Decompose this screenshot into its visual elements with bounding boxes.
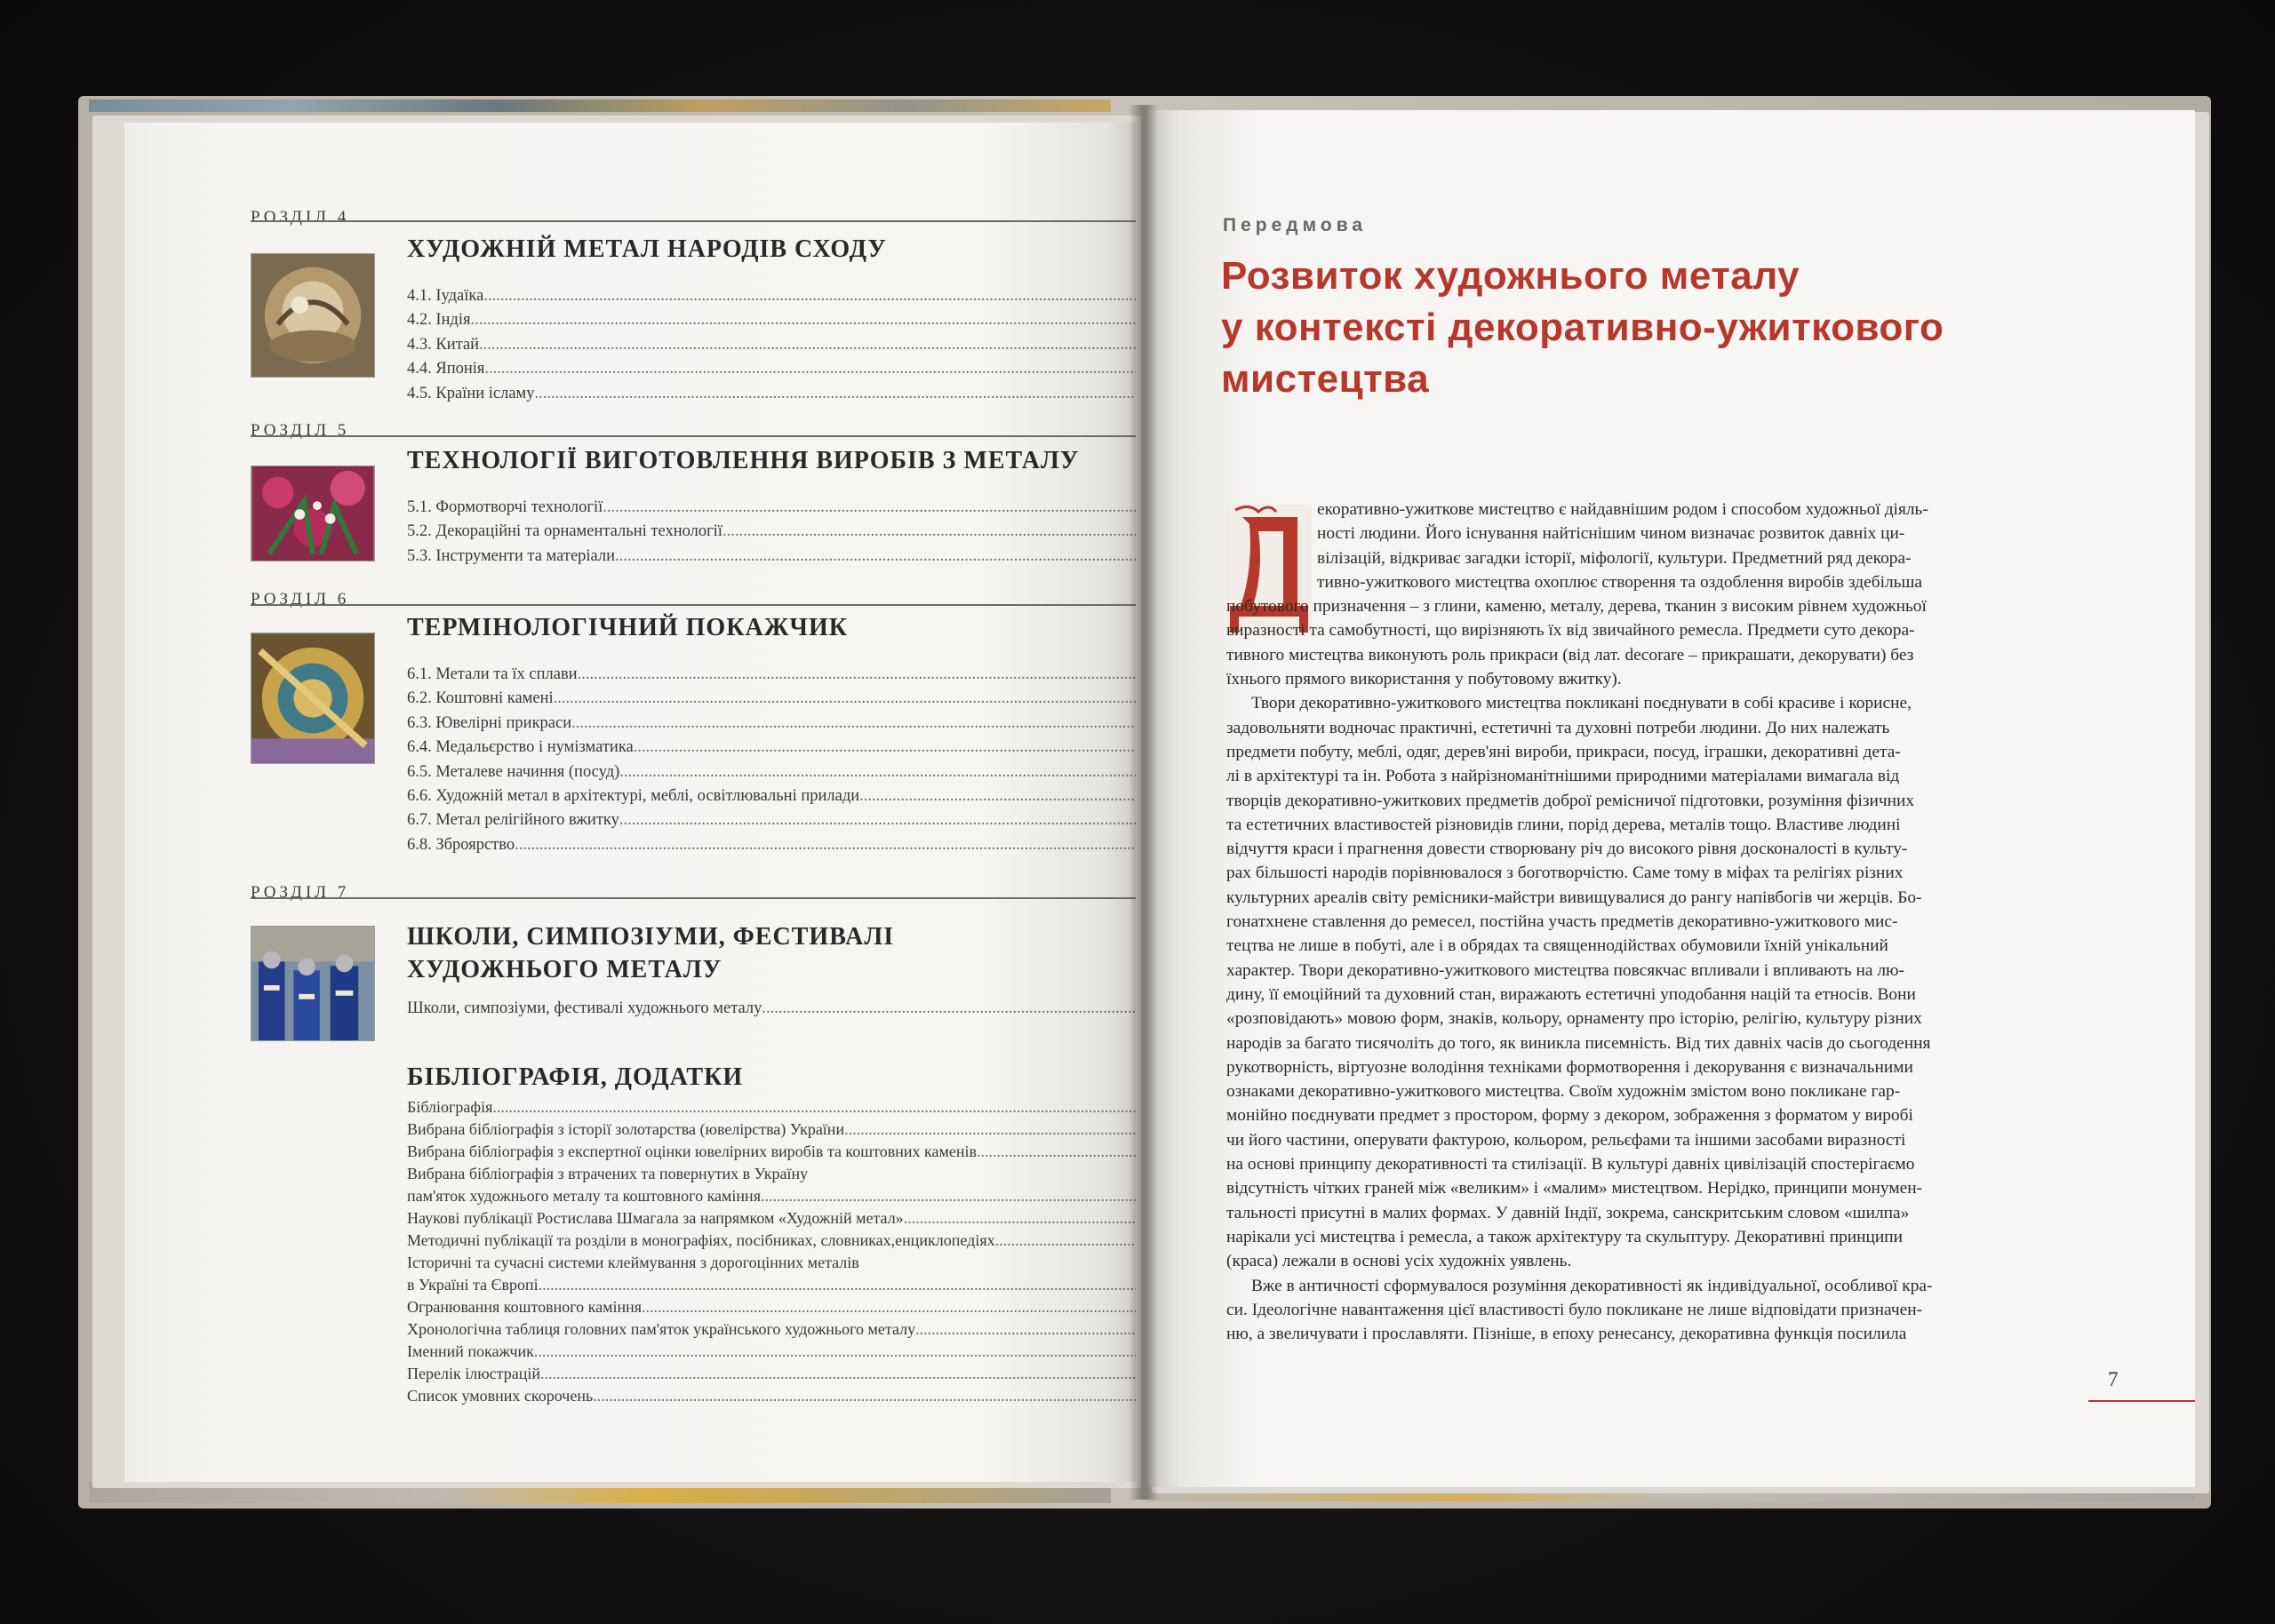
body-line: рах більшості народів порівнювалося з боготворчістю. Саме тому в міфах та релігіях різних	[1226, 864, 1904, 883]
preface-label: Передмова	[1223, 215, 1368, 235]
leader-dots	[642, 1296, 1136, 1318]
body-line: їхнього прямого використання у побутовому вжитку).	[1226, 670, 1622, 689]
toc-entry[interactable]	[407, 663, 1136, 687]
toc-entry-label: Методичні публікації та розділи в монографіях, посібниках, словниках,енциклопедіях	[407, 1231, 995, 1249]
leader-dots	[634, 736, 1136, 760]
toc-entry[interactable]	[407, 1363, 1136, 1385]
leader-dots	[915, 1318, 1136, 1341]
leader-dots	[995, 1230, 1136, 1252]
leader-dots	[484, 357, 1136, 381]
toc-entry-label: 6.3. Ювелірні прикраси	[407, 713, 572, 732]
leader-dots	[761, 1185, 1136, 1207]
leader-dots	[479, 333, 1136, 357]
toc-entry-label: 6.5. Металеве начиння (посуд)	[407, 762, 620, 781]
toc-entry-label: 5.2. Декораційні та орнаментальні технології	[407, 522, 722, 541]
section-title-line: ШКОЛИ, СИМПОЗІУМИ, ФЕСТИВАЛІ	[407, 923, 895, 951]
toc-entry[interactable]	[407, 545, 1136, 569]
toc-entry[interactable]	[407, 382, 1136, 406]
body-line: ності людини. Його існування найтіснішим чином визначає розвиток давніх ци-	[1317, 524, 1905, 544]
toc-entry[interactable]	[407, 333, 1136, 357]
headline-line: у контексті декоративно-ужиткового	[1221, 306, 1944, 349]
section-label: РОЗДІЛ 5	[251, 421, 350, 440]
body-line: Твори декоративно-ужиткового мистецтва покликані поєднувати в собі красиве і корисне,	[1251, 694, 1912, 713]
body-line: характер. Твори декоративно-ужиткового мистецтва повсякчас впливали і впливають на лю-	[1226, 960, 1904, 980]
toc-entry-label: 4.4. Японія	[407, 360, 485, 378]
toc-entry-label-first-line: Історичні та сучасні системи клеймування з дорогоцінних металів	[407, 1254, 859, 1271]
leader-dots	[762, 997, 1136, 1021]
toc-entry-label: 4.3. Китай	[407, 335, 480, 354]
toc-entry[interactable]	[407, 284, 1136, 308]
leader-dots	[515, 833, 1136, 857]
body-line: відчуття краси і прагнення довести створювану річ до високого рівня досконалості в культу-	[1226, 840, 1908, 859]
section-rule	[251, 897, 1136, 899]
toc-entry-label: Список умовних скорочень	[407, 1387, 594, 1405]
section-6-thumbnail-image	[251, 633, 375, 764]
toc-entry-label: Вибрана бібліографія з експертної оцінки ювелірних виробів та коштовних каменів	[407, 1142, 977, 1160]
section-title	[407, 920, 894, 986]
body-line: тальності присутні в малих формах. У давній Індії, зокрема, санскритським словом «шилпа»	[1226, 1203, 1910, 1222]
section-7-thumbnail-image	[251, 926, 375, 1041]
body-line: тивного мистецтва виконують роль прикраси (від лат. decorare – прикрашати, декорувати) без	[1226, 645, 1914, 665]
bibliography-entries	[407, 1096, 1136, 1407]
toc-entry[interactable]	[407, 687, 1136, 711]
toc-entry-label: 6.2. Коштовні камені	[407, 689, 554, 708]
toc-entry-label: пам'яток художнього металу та коштовного каміння	[407, 1187, 761, 1205]
toc-entry[interactable]	[407, 833, 1136, 857]
section-label: РОЗДІЛ 7	[251, 883, 350, 902]
leader-dots	[722, 520, 1136, 544]
leader-dots	[619, 808, 1136, 832]
body-line: відсутність чітких граней між «великим» і «малим» мистецтвом. Нерідко, принципи монумен-	[1226, 1179, 1923, 1198]
body-line: ознаками декоративно-ужиткового мистецтва. Своїм художнім змістом воно покликане гар-	[1226, 1082, 1901, 1102]
toc-entry-label: Школи, симпозіуми, фестивалі художнього металу	[407, 999, 762, 1017]
section-title-line: ТЕРМІНОЛОГІЧНИЙ ПОКАЖЧИК	[407, 614, 849, 641]
toc-entry[interactable]	[407, 357, 1136, 381]
page-number: 7	[2108, 1368, 2119, 1390]
cover-edge-top	[89, 100, 1111, 112]
page-number-rule	[2088, 1400, 2195, 1402]
toc-entry-label: 5.1. Формотворчі технології	[407, 498, 603, 516]
toc-entry[interactable]	[407, 496, 1136, 520]
leader-dots	[534, 1341, 1136, 1363]
body-line: ню, а звеличувати і прославляти. Пізніше, в епоху ренесансу, декоративна функція посилила	[1226, 1325, 1907, 1344]
body-line: чи його частини, оперувати фактурою, кольором, рельєфами та іншими засобами виразності	[1226, 1130, 1906, 1150]
section-label: РОЗДІЛ 6	[251, 590, 350, 609]
toc-entry-label: 6.6. Художній метал в архітектурі, меблі, освітлювальні прилади	[407, 786, 860, 805]
leader-dots	[554, 687, 1136, 711]
toc-entry[interactable]	[407, 760, 1136, 784]
section-title-line: ТЕХНОЛОГІЇ ВИГОТОВЛЕННЯ ВИРОБІВ З МЕТАЛУ	[407, 447, 1080, 474]
leader-dots	[539, 1274, 1136, 1296]
body-line: (краса) лежали в основі усіх художніх уявлень.	[1226, 1252, 1572, 1271]
left-page-contents	[124, 123, 1136, 1482]
headline-line: Розвиток художнього металу	[1221, 254, 1800, 298]
toc-entry[interactable]	[407, 784, 1136, 808]
toc-entry-label: Хронологічна таблиця головних пам'яток українського художнього металу	[407, 1320, 916, 1338]
body-line: виразності та самобутності, що вирізняють їх від звичайного ремесла. Предмети суто декора-	[1226, 621, 1915, 641]
body-line: творців декоративно-ужиткових предметів доброї ремісничої підготовки, розуміння фізичних	[1226, 791, 1915, 810]
toc-entry-label: 6.8. Зброярство	[407, 835, 515, 854]
body-line: тецтва не лише в побуті, але і в обрядах та священнодійствах обумовили їхній унікальний	[1226, 936, 1888, 956]
section-title-line: ХУДОЖНІЙ МЕТАЛ НАРОДІВ СХОДУ	[407, 235, 887, 263]
toc-entry[interactable]	[407, 997, 1136, 1021]
body-line: рукотворність, віртуозне володіння техніками формотворення і декорування є визначальними	[1226, 1057, 1913, 1077]
toc-entry[interactable]	[407, 1141, 1136, 1163]
body-line: нарікали усі мистецтва і ремесла, а також архітектуру та скульптуру. Декоративні принципи	[1226, 1227, 1904, 1246]
leader-dots	[471, 308, 1137, 332]
section-6-entries	[407, 663, 1136, 857]
toc-entry-label: 6.4. Медальєрство і нумізматика	[407, 738, 634, 757]
leader-dots	[619, 760, 1136, 784]
leader-dots	[615, 545, 1136, 569]
toc-entry[interactable]	[407, 1207, 1136, 1230]
leader-dots	[578, 663, 1136, 687]
toc-entry-label: Наукові публікації Ростислава Шмагала за напрямком «Художній метал»	[407, 1209, 904, 1227]
body-line: тивно-ужиткового мистецтва охоплює створення та оздоблення виробів здебільша	[1317, 572, 1923, 592]
book-gutter	[1129, 105, 1159, 1500]
preface-headline	[1221, 251, 2021, 405]
body-line: монійно поєднувати предмет з простором, форму з декором, зображення з форматом у виробі	[1226, 1106, 1913, 1126]
toc-entry[interactable]	[407, 520, 1136, 544]
toc-entry[interactable]	[407, 1118, 1136, 1141]
leader-dots	[904, 1207, 1136, 1230]
toc-entry[interactable]	[407, 1296, 1136, 1318]
toc-entry-label: 5.3. Інструменти та матеріали	[407, 546, 616, 565]
toc-entry[interactable]	[407, 1096, 1136, 1118]
toc-entry[interactable]	[407, 1341, 1136, 1363]
toc-entry[interactable]	[407, 1385, 1136, 1407]
body-line: «розповідають» мовою форм, знаків, кольору, орнаменту про історію, релігію, культуру різних	[1226, 1009, 1922, 1029]
toc-entry-label: Перелік ілюстрацій	[407, 1365, 540, 1382]
section-rule	[251, 435, 1136, 437]
toc-entry-label: Бібліографія	[407, 1098, 493, 1116]
body-line: гонатхнене ставлення до ремесел, постійна участь предметів декоративно-ужиткового мис-	[1226, 912, 1898, 932]
section-5-entries	[407, 496, 1136, 569]
toc-entry-label: Іменний покажчик	[407, 1342, 534, 1360]
leader-dots	[483, 284, 1136, 308]
body-line: дину, її емоційний та духовний стан, виражають естетичні уподобання націй та етносів. Вони	[1226, 984, 1916, 1004]
section-4-entries	[407, 284, 1136, 406]
toc-entry-label: 4.1. Іудаїка	[407, 287, 484, 305]
toc-entry[interactable]	[407, 712, 1136, 736]
toc-entry-label: 4.2. Індія	[407, 311, 471, 330]
leader-dots	[977, 1141, 1136, 1163]
body-line: культурних ареалів світу ремісники-майстри вивищувалися до рангу напівбогів чи жерців. Бо-	[1226, 888, 1922, 907]
section-label: РОЗДІЛ 4	[251, 208, 350, 227]
bibliography-title: БІБЛІОГРАФІЯ, ДОДАТКИ	[407, 1063, 744, 1091]
toc-entry-label: 6.1. Метали та їх сплави	[407, 665, 578, 683]
body-line: на основі принципу декоративності та стилізації. В культурі давніх цивілізацій спостерігаємо	[1226, 1155, 1915, 1174]
section-title	[407, 611, 848, 644]
toc-entry-label: 6.7. Метал релігійного вжитку	[407, 811, 619, 830]
preface-body-text	[1226, 498, 2048, 1346]
body-line: екоративно-ужиткове мистецтво є найдавнішим родом і способом художньої діяль-	[1317, 500, 1928, 519]
body-line: та естетичних властивостей різновидів глини, порід дерева, металів тощо. Властиве людині	[1226, 815, 1901, 834]
toc-entry[interactable]	[407, 1230, 1136, 1252]
toc-entry[interactable]	[407, 736, 1136, 760]
headline-line: мистецтва	[1221, 357, 1430, 401]
body-line: побутового призначення – з глини, каменю, металу, дерева, тканин з високим рівнем художньої	[1226, 597, 1927, 617]
section-7-entries	[407, 997, 1136, 1021]
body-line: народів за багато тисячоліть до того, як виникла писемність. Від тих давніх часів до сьогодення	[1226, 1033, 1931, 1053]
section-rule	[251, 604, 1136, 606]
section-title	[407, 444, 1079, 477]
toc-entry[interactable]	[407, 808, 1136, 832]
leader-dots	[603, 496, 1136, 520]
body-line: вілізацій, відкриває загадки історії, міфології, культури. Предметний ряд декора-	[1317, 548, 1912, 568]
leader-dots	[844, 1118, 1136, 1141]
section-rule	[251, 220, 1136, 222]
body-line: предмети побуту, меблі, одяг, дерев'яні вироби, прикраси, посуд, іграшки, декоративні дета-	[1226, 742, 1901, 761]
section-4-thumbnail-image	[251, 253, 375, 378]
toc-entry[interactable]	[407, 308, 1136, 332]
toc-entry-label: 4.5. Країни ісламу	[407, 384, 535, 402]
body-line: си. Ідеологічне навантаження цієї властивості було покликане не лише відповідати призначен-	[1226, 1300, 1923, 1319]
leader-dots	[859, 784, 1136, 808]
body-line: лі в архітектурі та ін. Робота з найрізноманітнішими природними матеріалами вимагала від	[1226, 767, 1900, 786]
section-5-thumbnail-image	[251, 466, 375, 561]
toc-entry-label: Огранювання коштовного каміння	[407, 1298, 643, 1316]
leader-dots	[593, 1385, 1136, 1407]
leader-dots	[535, 382, 1137, 406]
toc-entry-label: Вибрана бібліографія з історії золотарства (ювелірства) України	[407, 1120, 845, 1138]
toc-entry[interactable]	[407, 1318, 1136, 1341]
body-line: задовольняти водночас практичні, естетичні та духовні потреби людини. До них належать	[1226, 718, 1890, 737]
body-line: Вже в античності сформувалося розуміння декоративності як індивідуальної, особливої кра-	[1251, 1276, 1933, 1295]
leader-dots	[571, 712, 1136, 736]
toc-entry-label-first-line: Вибрана бібліографія з втрачених та повернутих в Україну	[407, 1165, 809, 1182]
toc-entry[interactable]	[407, 1274, 1136, 1296]
toc-entry[interactable]	[407, 1185, 1136, 1207]
leader-dots	[492, 1096, 1136, 1118]
toc-entry-label: в Україні та Європі	[407, 1276, 539, 1294]
section-title	[407, 233, 887, 266]
leader-dots	[540, 1363, 1136, 1385]
section-title-line: ХУДОЖНЬОГО МЕТАЛУ	[407, 956, 722, 983]
